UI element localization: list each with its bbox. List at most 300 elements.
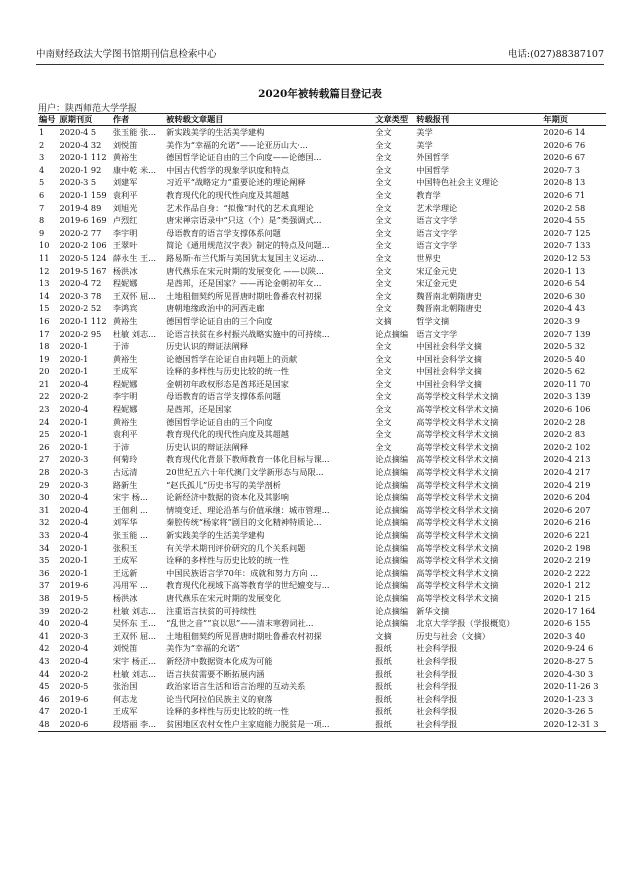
page-title: 2020年被转载篇目登记表 [258, 88, 382, 100]
cell-number: 13 [39, 278, 50, 289]
cell-article-title: 教育现代化的现代性向度及其超越 [166, 429, 289, 440]
cell-source-issue: 2020-2 106 [59, 240, 107, 251]
cell-author: 袁利平 [112, 189, 138, 200]
table-row [38, 655, 606, 668]
cell-author: 李鸿宾 [112, 303, 138, 314]
cell-number: 4 [39, 164, 45, 175]
cell-author: 何志龙 [112, 693, 138, 704]
cell-source-issue: 2020-1 [59, 441, 89, 452]
cell-article-title: 新实践美学的生活美学建构 [166, 127, 265, 137]
cell-article-type: 全文 [375, 404, 392, 415]
cell-author: 张玉能 张... [112, 127, 156, 137]
cell-reprint-journal: 教育学 [416, 189, 441, 200]
user-label: 用户：陕西师范大学学报 [38, 104, 138, 114]
cell-source-issue: 2020-5 [59, 681, 89, 692]
cell-article-type: 全文 [375, 164, 392, 175]
cell-source-issue: 2020-1 [59, 555, 89, 566]
cell-source-issue: 2020-4 [59, 530, 89, 540]
cell-source-issue: 2020-1 [59, 353, 89, 364]
cell-reprint-journal: 宋辽金元史 [416, 278, 458, 289]
cell-article-title: 中国古代哲学的现象学识度和特点 [166, 164, 289, 175]
cell-number: 40 [39, 618, 50, 629]
cell-reprint-journal: 高等学校文科学术文摘 [416, 404, 499, 415]
cell-year-issue-page: 2020-6 221 [543, 530, 591, 540]
cell-reprint-journal: 哲学文摘 [416, 315, 450, 326]
cell-number: 32 [39, 517, 50, 528]
cell-reprint-journal: 中国社会科学文摘 [416, 341, 482, 352]
cell-reprint-journal: 北京大学学报（学报概览） [416, 618, 515, 629]
cell-author: 刘建军 [112, 177, 138, 188]
cell-article-title: 是酋邦，还是国家？——再论金朝初年女... [166, 278, 322, 289]
table-row [38, 567, 606, 580]
table-row [38, 491, 606, 504]
cell-article-title: 诠释的多样性与历史比较的统一性 [166, 366, 289, 377]
cell-source-issue: 2020-3 5 [59, 177, 97, 188]
cell-article-title: 贫困地区农村女性户主家庭能力脱贫是一项... [165, 718, 374, 731]
cell-article-title: 土地租佃契约所见晋唐时期吐鲁番农村初探 [166, 630, 322, 641]
cell-reprint-journal: 高等学校文科学术文摘 [416, 416, 499, 427]
cell-article-title: 土地租佃契约所见晋唐时期吐鲁番农村初探 [166, 290, 322, 301]
table-row [38, 441, 606, 454]
cell-source-issue: 2020-1 112 [59, 152, 107, 163]
cell-article-title: 德国哲学论证自由的三个向度——论德国... [166, 152, 322, 163]
cell-source-issue: 2020-2 77 [59, 227, 102, 238]
cell-author: 李宇明 [112, 391, 138, 402]
cell-year-issue-page: 2020-5 40 [543, 353, 586, 364]
cell-author: 刘悦笛 [112, 139, 138, 150]
cell-source-issue: 2020-4 [59, 492, 89, 503]
cell-reprint-journal: 高等学校文科学术文摘 [416, 592, 499, 603]
cell-source-issue: 2020-4 72 [59, 278, 102, 289]
cell-source-issue: 2019-6 [59, 580, 89, 591]
cell-article-type: 全文 [375, 366, 392, 377]
cell-article-title: “赵氏孤儿”历史书写的美学剖析 [166, 479, 281, 490]
cell-year-issue-page: 2020-2 219 [543, 555, 591, 566]
cell-year-issue-page: 2020-8 13 [543, 177, 586, 188]
cell-reprint-journal: 高等学校文科学术文摘 [416, 479, 499, 490]
cell-article-type: 论点摘编 [375, 542, 409, 553]
cell-author: 张玉能 ... [112, 530, 148, 540]
cell-article-title: 诠释的多样性与历史比较的统一性 [166, 555, 289, 566]
cell-author: 黄裕生 [112, 416, 138, 427]
cell-source-issue: 2020-3 [59, 467, 89, 478]
cell-article-type: 全文 [375, 177, 392, 188]
cell-year-issue-page: 2020-1 13 [543, 265, 586, 276]
cell-author: 康中乾 米... [112, 164, 156, 175]
cell-year-issue-page: 2020-5 32 [543, 341, 586, 352]
cell-article-title: 论德国哲学在论证自由问题上的贡献 [166, 353, 298, 364]
cell-year-issue-page: 2020-5 62 [543, 366, 586, 377]
cell-reprint-journal: 中国社会科学文摘 [416, 353, 482, 364]
table-row [38, 693, 606, 706]
table-row [38, 126, 606, 139]
cell-article-type: 论点摘编 [375, 454, 409, 465]
cell-source-issue: 2020-3 78 [59, 290, 102, 301]
cell-article-title: 习近平“战略定力”重要论述的理论阐释 [166, 177, 306, 188]
table-row [38, 189, 606, 202]
cell-article-type: 全文 [375, 391, 392, 402]
cell-article-title: 唐宋禅宗语录中“只这（个）是”类强调式... [166, 215, 322, 226]
cell-year-issue-page: 2020-6 207 [543, 504, 591, 515]
cell-author: 王双怀 屈... [112, 290, 156, 301]
cell-article-title: 唐朝地缘政治中的河西走廊 [166, 303, 265, 314]
cell-number: 34 [39, 542, 50, 553]
cell-year-issue-page: 2020-6 14 [543, 127, 586, 137]
reprint-table [38, 113, 606, 732]
table-row [38, 265, 606, 278]
cell-article-type: 报纸 [375, 693, 392, 704]
table-row [38, 617, 606, 630]
cell-source-issue: 2019-5 167 [59, 265, 107, 276]
cell-article-title: 中国民族语言学70年：成就和努力方向 ... [166, 567, 318, 578]
cell-year-issue-page: 2020-7 3 [543, 164, 581, 175]
cell-article-title: 德国哲学论证自由的三个向度 [166, 315, 273, 326]
cell-article-type: 全文 [375, 240, 392, 251]
cell-author: 程妮娜 [112, 278, 138, 289]
cell-author: 薛永生 王... [112, 252, 156, 263]
cell-author: 王远新 [112, 567, 138, 578]
cell-number: 35 [39, 555, 50, 566]
cell-reprint-journal: 外国哲学 [416, 152, 450, 163]
cell-article-type: 全文 [375, 252, 392, 263]
cell-author: 杜敏 刘志... [112, 668, 156, 679]
cell-source-issue: 2020-3 [59, 479, 89, 490]
cell-number: 24 [39, 416, 50, 427]
table-row [38, 680, 606, 693]
cell-year-issue-page: 2020-3 40 [543, 630, 586, 641]
column-header-number: 编号 [38, 114, 59, 126]
table-row [38, 542, 606, 555]
cell-source-issue: 2020-1 [59, 542, 89, 553]
table-row [38, 302, 606, 315]
table-row [38, 466, 606, 479]
cell-year-issue-page: 2020-2 58 [543, 202, 586, 213]
cell-author: 张积玉 [112, 542, 138, 553]
cell-source-issue: 2020-4 5 [59, 127, 97, 137]
table-row [38, 277, 606, 290]
table-row [38, 227, 606, 240]
cell-article-type: 全文 [375, 215, 392, 226]
cell-article-title: 新经济中数据资本化成为可能 [166, 655, 273, 666]
table-row [38, 214, 606, 227]
cell-source-issue: 2020-4 [59, 378, 89, 389]
cell-article-type: 报纸 [374, 718, 415, 731]
cell-year-issue-page: 2020-2 83 [543, 429, 586, 440]
cell-reprint-journal: 高等学校文科学术文摘 [416, 530, 499, 540]
cell-article-title: 德国哲学论证自由的三个向度 [166, 416, 273, 427]
cell-article-title: 金朝初年政权形态是酋邦还是国家 [166, 378, 289, 389]
cell-article-title: 美作为“幸福的允诺”——论亚历山大·... [166, 139, 308, 150]
cell-author: 王双怀 屈... [112, 630, 156, 641]
page-header [36, 46, 604, 65]
cell-reprint-journal: 社会科学报 [415, 718, 542, 731]
cell-article-type: 全文 [375, 227, 392, 238]
cell-year-issue-page: 2020-3-26 5 [543, 706, 594, 717]
cell-year-issue-page: 2020-3 139 [543, 391, 591, 402]
table-row [38, 151, 606, 164]
cell-year-issue-page: 2020-6 155 [543, 618, 591, 629]
cell-year-issue-page: 2020-11 70 [543, 378, 591, 389]
table-row [38, 202, 606, 215]
cell-author: 袁利平 [112, 429, 138, 440]
cell-reprint-journal: 社会科学报 [416, 643, 458, 654]
cell-reprint-journal: 魏晋南北朝隋唐史 [416, 303, 482, 314]
cell-author: 刘旭光 [112, 202, 138, 213]
cell-reprint-journal: 高等学校文科学术文摘 [416, 542, 499, 553]
cell-article-title: 唐代燕乐在宋元时期的发展变化 [166, 592, 281, 603]
cell-reprint-journal: 语言文字学 [416, 227, 458, 238]
cell-author: 宋宇 杨正... [112, 655, 156, 666]
cell-year-issue-page: 2020-2 222 [543, 567, 591, 578]
table-row [38, 529, 606, 542]
cell-article-type: 报纸 [375, 706, 392, 717]
cell-article-title: 新实践美学的生活美学建构 [166, 530, 265, 540]
cell-reprint-journal: 高等学校文科学术文摘 [416, 567, 499, 578]
cell-number: 14 [39, 290, 50, 301]
table-row [38, 718, 606, 731]
cell-year-issue-page: 2020-6 216 [543, 517, 591, 528]
cell-source-issue: 2019-6 [59, 693, 89, 704]
cell-year-issue-page: 2020-17 164 [543, 605, 596, 616]
cell-author: 杨洪冰 [112, 265, 138, 276]
table-body [38, 126, 606, 732]
cell-author: 王翠叶 [112, 240, 138, 251]
table-row [38, 139, 606, 152]
table-row [38, 592, 606, 605]
cell-article-title: 简论《通用规范汉字表》制定的特点及问题... [166, 240, 330, 251]
cell-year-issue-page: 2020-6 106 [543, 404, 591, 415]
cell-source-issue: 2019-5 [59, 592, 89, 603]
cell-number: 39 [39, 605, 50, 616]
cell-article-title: 母语教育的语言学支撑体系问题 [166, 391, 281, 402]
cell-article-type: 论点摘编 [375, 517, 409, 528]
cell-author: 黄裕生 [112, 353, 138, 364]
table-row [38, 290, 606, 303]
cell-source-issue: 2020-4 [59, 404, 89, 415]
cell-article-title: 唐代燕乐在宋元时期的发展变化 ——以陕... [166, 265, 324, 276]
cell-reprint-journal: 美学 [416, 127, 433, 137]
cell-number: 6 [39, 189, 45, 200]
cell-year-issue-page: 2020-8-27 5 [543, 655, 594, 666]
cell-source-issue: 2020-2 95 [59, 328, 102, 339]
cell-article-type: 报纸 [375, 681, 392, 692]
table-row [38, 579, 606, 592]
cell-article-type: 报纸 [375, 668, 392, 679]
header-organization: 中南财经政法大学图书馆期刊信息检索中心 [36, 49, 217, 60]
cell-author: 冯用军 ... [112, 580, 148, 591]
cell-author: 黄裕生 [112, 152, 138, 163]
cell-number: 2 [39, 139, 45, 150]
cell-author: 卢烈红 [112, 215, 138, 226]
cell-reprint-journal: 社会科学报 [416, 668, 458, 679]
cell-source-issue: 2020-2 [59, 668, 89, 679]
cell-reprint-journal: 魏晋南北朝隋唐史 [416, 290, 482, 301]
cell-source-issue: 2020-2 [59, 391, 89, 402]
table-row [38, 479, 606, 492]
table-row [38, 252, 606, 265]
cell-number: 48 [38, 718, 59, 731]
cell-number: 29 [39, 479, 50, 490]
table-row [38, 516, 606, 529]
cell-author: 杨洪冰 [112, 592, 138, 603]
cell-author: 王成军 [112, 366, 138, 377]
cell-source-issue: 2020-1 [59, 366, 89, 377]
cell-article-title: 路易斯·布兰代斯与美国犹太复国主义运动... [166, 252, 324, 263]
cell-reprint-journal: 高等学校文科学术文摘 [416, 454, 499, 465]
cell-reprint-journal: 高等学校文科学术文摘 [416, 504, 499, 515]
cell-article-type: 全文 [375, 265, 392, 276]
cell-number: 38 [39, 592, 50, 603]
cell-article-type: 论点摘编 [375, 328, 409, 339]
cell-article-title: 教育现代化视域下高等教育学的世纪嬗变与... [166, 580, 330, 591]
cell-article-type: 全文 [375, 278, 392, 289]
cell-author: 程妮娜 [112, 404, 138, 415]
cell-number: 1 [39, 127, 45, 137]
cell-source-issue: 2020-4 [59, 643, 89, 654]
cell-reprint-journal: 高等学校文科学术文摘 [416, 492, 499, 503]
cell-author: 杜敏 刘志... [112, 328, 156, 339]
cell-number: 42 [39, 643, 50, 654]
cell-year-issue-page: 2020-7 139 [543, 328, 591, 339]
cell-number: 37 [39, 580, 50, 591]
table-row [38, 390, 606, 403]
table-row [38, 315, 606, 328]
cell-number: 46 [39, 693, 50, 704]
cell-year-issue-page: 2020-3 9 [543, 315, 581, 326]
table-row [38, 416, 606, 429]
cell-author: 吴怀东 王... [112, 618, 156, 629]
cell-author: 于沛 [112, 441, 130, 452]
table-row [38, 642, 606, 655]
cell-article-type: 论点摘编 [375, 492, 409, 503]
cell-reprint-journal: 社会科学报 [416, 706, 458, 717]
cell-author: 王成军 [112, 706, 138, 717]
cell-article-type: 全文 [375, 416, 392, 427]
cell-source-issue: 2020-1 112 [59, 315, 107, 326]
cell-year-issue-page: 2020-1-23 3 [543, 693, 594, 704]
cell-source-issue: 2020-1 [59, 416, 89, 427]
table-row [38, 378, 606, 391]
cell-number: 26 [39, 441, 50, 452]
cell-year-issue-page: 2020-9-24 6 [543, 643, 594, 654]
cell-reprint-journal: 社会科学报 [416, 681, 458, 692]
cell-year-issue-page: 2020-4 217 [543, 467, 591, 478]
cell-article-title: 情境变迁、理论沿革与价值承继：城市管理... [166, 504, 330, 515]
table-row [38, 239, 606, 252]
cell-article-title: 历史认识的辩证法阐释 [166, 441, 249, 452]
cell-article-title: 艺术作品自身：“拟像”时代的艺术真理论 [166, 202, 314, 213]
cell-year-issue-page: 2020-4-30 3 [543, 668, 594, 679]
cell-year-issue-page: 2020-7 125 [543, 227, 591, 238]
column-header-article-type: 文章类型 [374, 114, 415, 126]
table-row [38, 554, 606, 567]
cell-number: 5 [39, 177, 45, 188]
cell-number: 27 [39, 454, 50, 465]
cell-number: 45 [39, 681, 50, 692]
cell-reprint-journal: 艺术学理论 [416, 202, 458, 213]
cell-number: 25 [39, 429, 50, 440]
cell-article-title: 语言扶贫需要不断拓展内涵 [166, 668, 265, 679]
cell-year-issue-page: 2020-1 212 [543, 580, 591, 591]
cell-article-type: 全文 [375, 139, 392, 150]
cell-number: 11 [39, 252, 50, 263]
cell-source-issue: 2020-1 [59, 706, 89, 717]
cell-year-issue-page: 2020-2 102 [543, 441, 591, 452]
cell-number: 21 [39, 378, 50, 389]
column-header-author: 作者 [112, 114, 165, 126]
cell-source-issue: 2020-1 92 [59, 164, 102, 175]
cell-author: 段塔丽 李... [112, 718, 165, 731]
cell-article-type: 论点摘编 [375, 555, 409, 566]
cell-year-issue-page: 2020-6 204 [543, 492, 591, 503]
cell-year-issue-page: 2020-1 215 [543, 592, 591, 603]
cell-number: 12 [39, 265, 50, 276]
cell-article-title: 教育现代化的现代性向度及其超越 [166, 189, 289, 200]
cell-reprint-journal: 美学 [416, 139, 433, 150]
cell-article-type: 论点摘编 [375, 479, 409, 490]
table-row [38, 428, 606, 441]
cell-article-title: 历史认识的辩证法阐释 [166, 341, 249, 352]
cell-article-title: 教育现代化背景下教师教育一体化目标与课... [166, 454, 330, 465]
cell-author: 黄裕生 [112, 315, 138, 326]
cell-article-type: 全文 [375, 202, 392, 213]
column-header-year-issue-page: 年期页 [542, 114, 606, 126]
cell-reprint-journal: 中国特色社会主义理论 [416, 177, 499, 188]
cell-article-type: 论点摘编 [375, 618, 409, 629]
table-header-row [38, 114, 606, 126]
cell-source-issue: 2020-2 52 [59, 303, 102, 314]
cell-number: 20 [39, 366, 50, 377]
cell-reprint-journal: 语言文字学 [416, 328, 458, 339]
cell-source-issue: 2020-4 32 [59, 139, 102, 150]
cell-reprint-journal: 新华文摘 [416, 605, 450, 616]
cell-article-title: 政治家语言生活和语言治理的互动关系 [166, 681, 306, 692]
cell-year-issue-page: 2020-6 30 [543, 290, 586, 301]
cell-year-issue-page: 2020-2 198 [543, 542, 591, 553]
cell-author: 杜敏 刘志... [112, 605, 156, 616]
cell-article-type: 论点摘编 [375, 467, 409, 478]
cell-article-title: “乱世之音”“哀以思”——清末寒碧词社... [166, 618, 314, 629]
cell-author: 张治国 [112, 681, 138, 692]
cell-reprint-journal: 中国哲学 [416, 164, 450, 175]
cell-reprint-journal: 高等学校文科学术文摘 [416, 555, 499, 566]
cell-article-type: 文摘 [375, 315, 392, 326]
cell-article-type: 论点摘编 [375, 567, 409, 578]
table-row [38, 605, 606, 618]
table-row [38, 340, 606, 353]
cell-article-title: 诠释的多样性与历史比较的统一性 [166, 706, 289, 717]
cell-article-title: 美作为“幸福的允诺” [166, 643, 240, 654]
cell-reprint-journal: 宋辽金元史 [416, 265, 458, 276]
cell-source-issue: 2020-4 [59, 618, 89, 629]
cell-reprint-journal: 语言文字学 [416, 240, 458, 251]
table-row [38, 353, 606, 366]
table-row [38, 668, 606, 681]
cell-source-issue: 2020-2 [59, 605, 89, 616]
cell-number: 15 [39, 303, 50, 314]
cell-year-issue-page: 2020-4 55 [543, 215, 586, 226]
cell-author: 王佃利 ... [112, 504, 148, 515]
cell-number: 30 [39, 492, 50, 503]
cell-number: 33 [39, 530, 50, 540]
cell-year-issue-page: 2020-4 213 [543, 454, 591, 465]
cell-reprint-journal: 高等学校文科学术文摘 [416, 441, 499, 452]
cell-reprint-journal: 世界史 [416, 252, 441, 263]
cell-article-type: 论点摘编 [375, 530, 409, 540]
cell-article-type: 论点摘编 [375, 580, 409, 591]
cell-year-issue-page: 2020-7 133 [543, 240, 591, 251]
cell-reprint-journal: 社会科学报 [416, 655, 458, 666]
